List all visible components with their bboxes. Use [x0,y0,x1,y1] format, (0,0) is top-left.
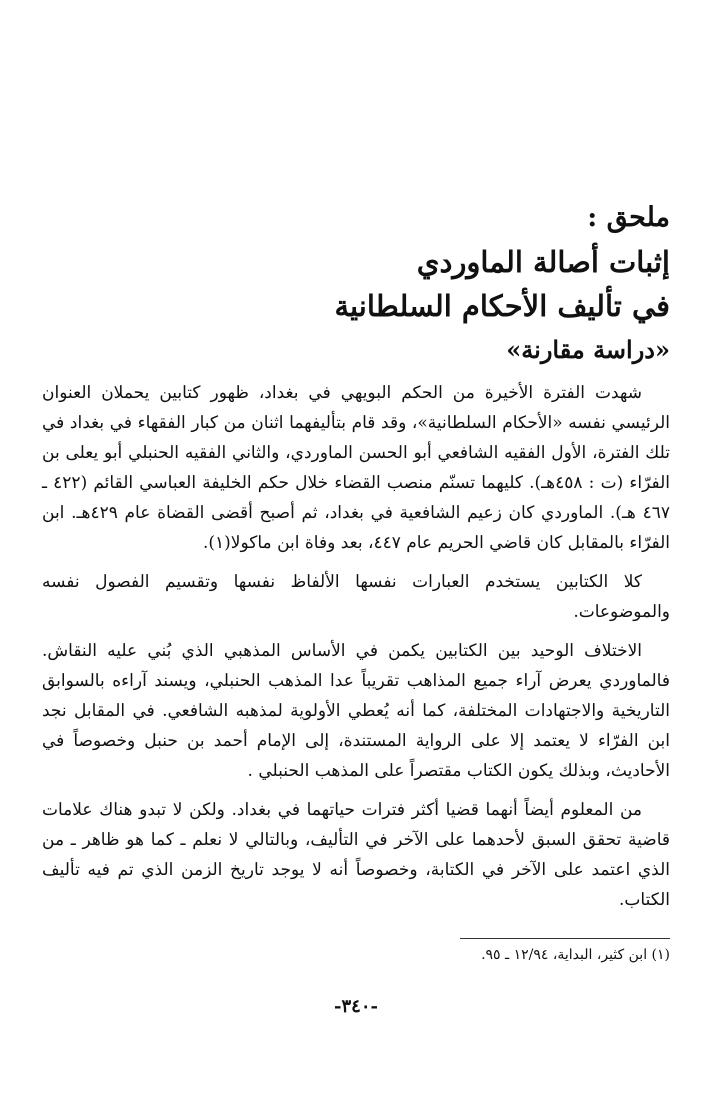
appendix-heading-block [70,196,670,372]
appendix-title-line-1: إثبات أصالة الماوردي [416,245,670,279]
paragraph-3: الاختلاف الوحيد بين الكتابين يكمن في الأساس المذهبي الذي بُني عليه النقاش. فالماوردي يعرض آراء جميع المذاهب تقريباً عدا المذهب الحنبلي، ويسند آراءه بالسوابق التاريخية والاجتهادات المختلفة، كما أنه يُعطي الأولوية لمذهبه الشافعي. في المقابل نجد ابن الفرّاء لا يعتمد إلا على الرواية المستندة، إلى الإمام أحمد بن حنبل وخصوصاً في الأحاديث، وبذلك يكون الكتاب مقتصراً على المذهب الحنبلي . [42,641,670,781]
paragraph-4: من المعلوم أيضاً أنهما قضيا أكثر فترات حياتهما في بغداد. ولكن لا تبدو هناك علامات قاضية تحقق السبق لأحدهما على الآخر في التأليف، وبالتالي لا نعلم ـ كما هو ظاهر ـ من الذي اعتمد على الآخر في الكتابة، وخصوصاً أنه لا يوجد تاريخ الزمن الذي تم فيه تأليف الكتاب. [42,800,670,910]
footnote: (١) ابن كثير، البداية، ١٢/٩٤ ـ ٩٥. [481,947,670,963]
appendix-subtitle: «دراسة مقارنة» [506,335,670,364]
paragraph-1: شهدت الفترة الأخيرة من الحكم البويهي في بغداد، ظهور كتابين يحملان العنوان الرئيسي نفسه «الأحكام السلطانية»، وقد قام بتأليفهما اثنان من كبار الفقهاء في بغداد في تلك الفترة، الأول الفقيه الشافعي أبو الحسن الماوردي، والثاني الفقيه الحنبلي أبو يعلى بن الفرّاء (ت : ٤٥٨هـ). كليهما تسنّم منصب القضاء خلال حكم الخليفة العباسي القائم (٤٢٢ ـ ٤٦٧ هـ). الماوردي كان زعيم الشافعية في بغداد، ثم أصبح أقضى القضاة عام ٤٢٩هـ. ابن الفرّاء بالمقابل كان قاضي الحريم عام ٤٤٧، بعد وفاة ابن ماكولا(١). [42,383,670,553]
footnote-divider [460,938,670,939]
page-number: -٣٤٠- [334,996,378,1017]
paragraph-2: كلا الكتابين يستخدم العبارات نفسها الألفاظ نفسها وتقسيم الفصول نفسه والموضوعات. [42,572,670,622]
appendix-title-line-2: في تأليف الأحكام السلطانية [334,289,670,323]
appendix-label: ملحق : [587,202,670,233]
body-text [42,378,670,924]
